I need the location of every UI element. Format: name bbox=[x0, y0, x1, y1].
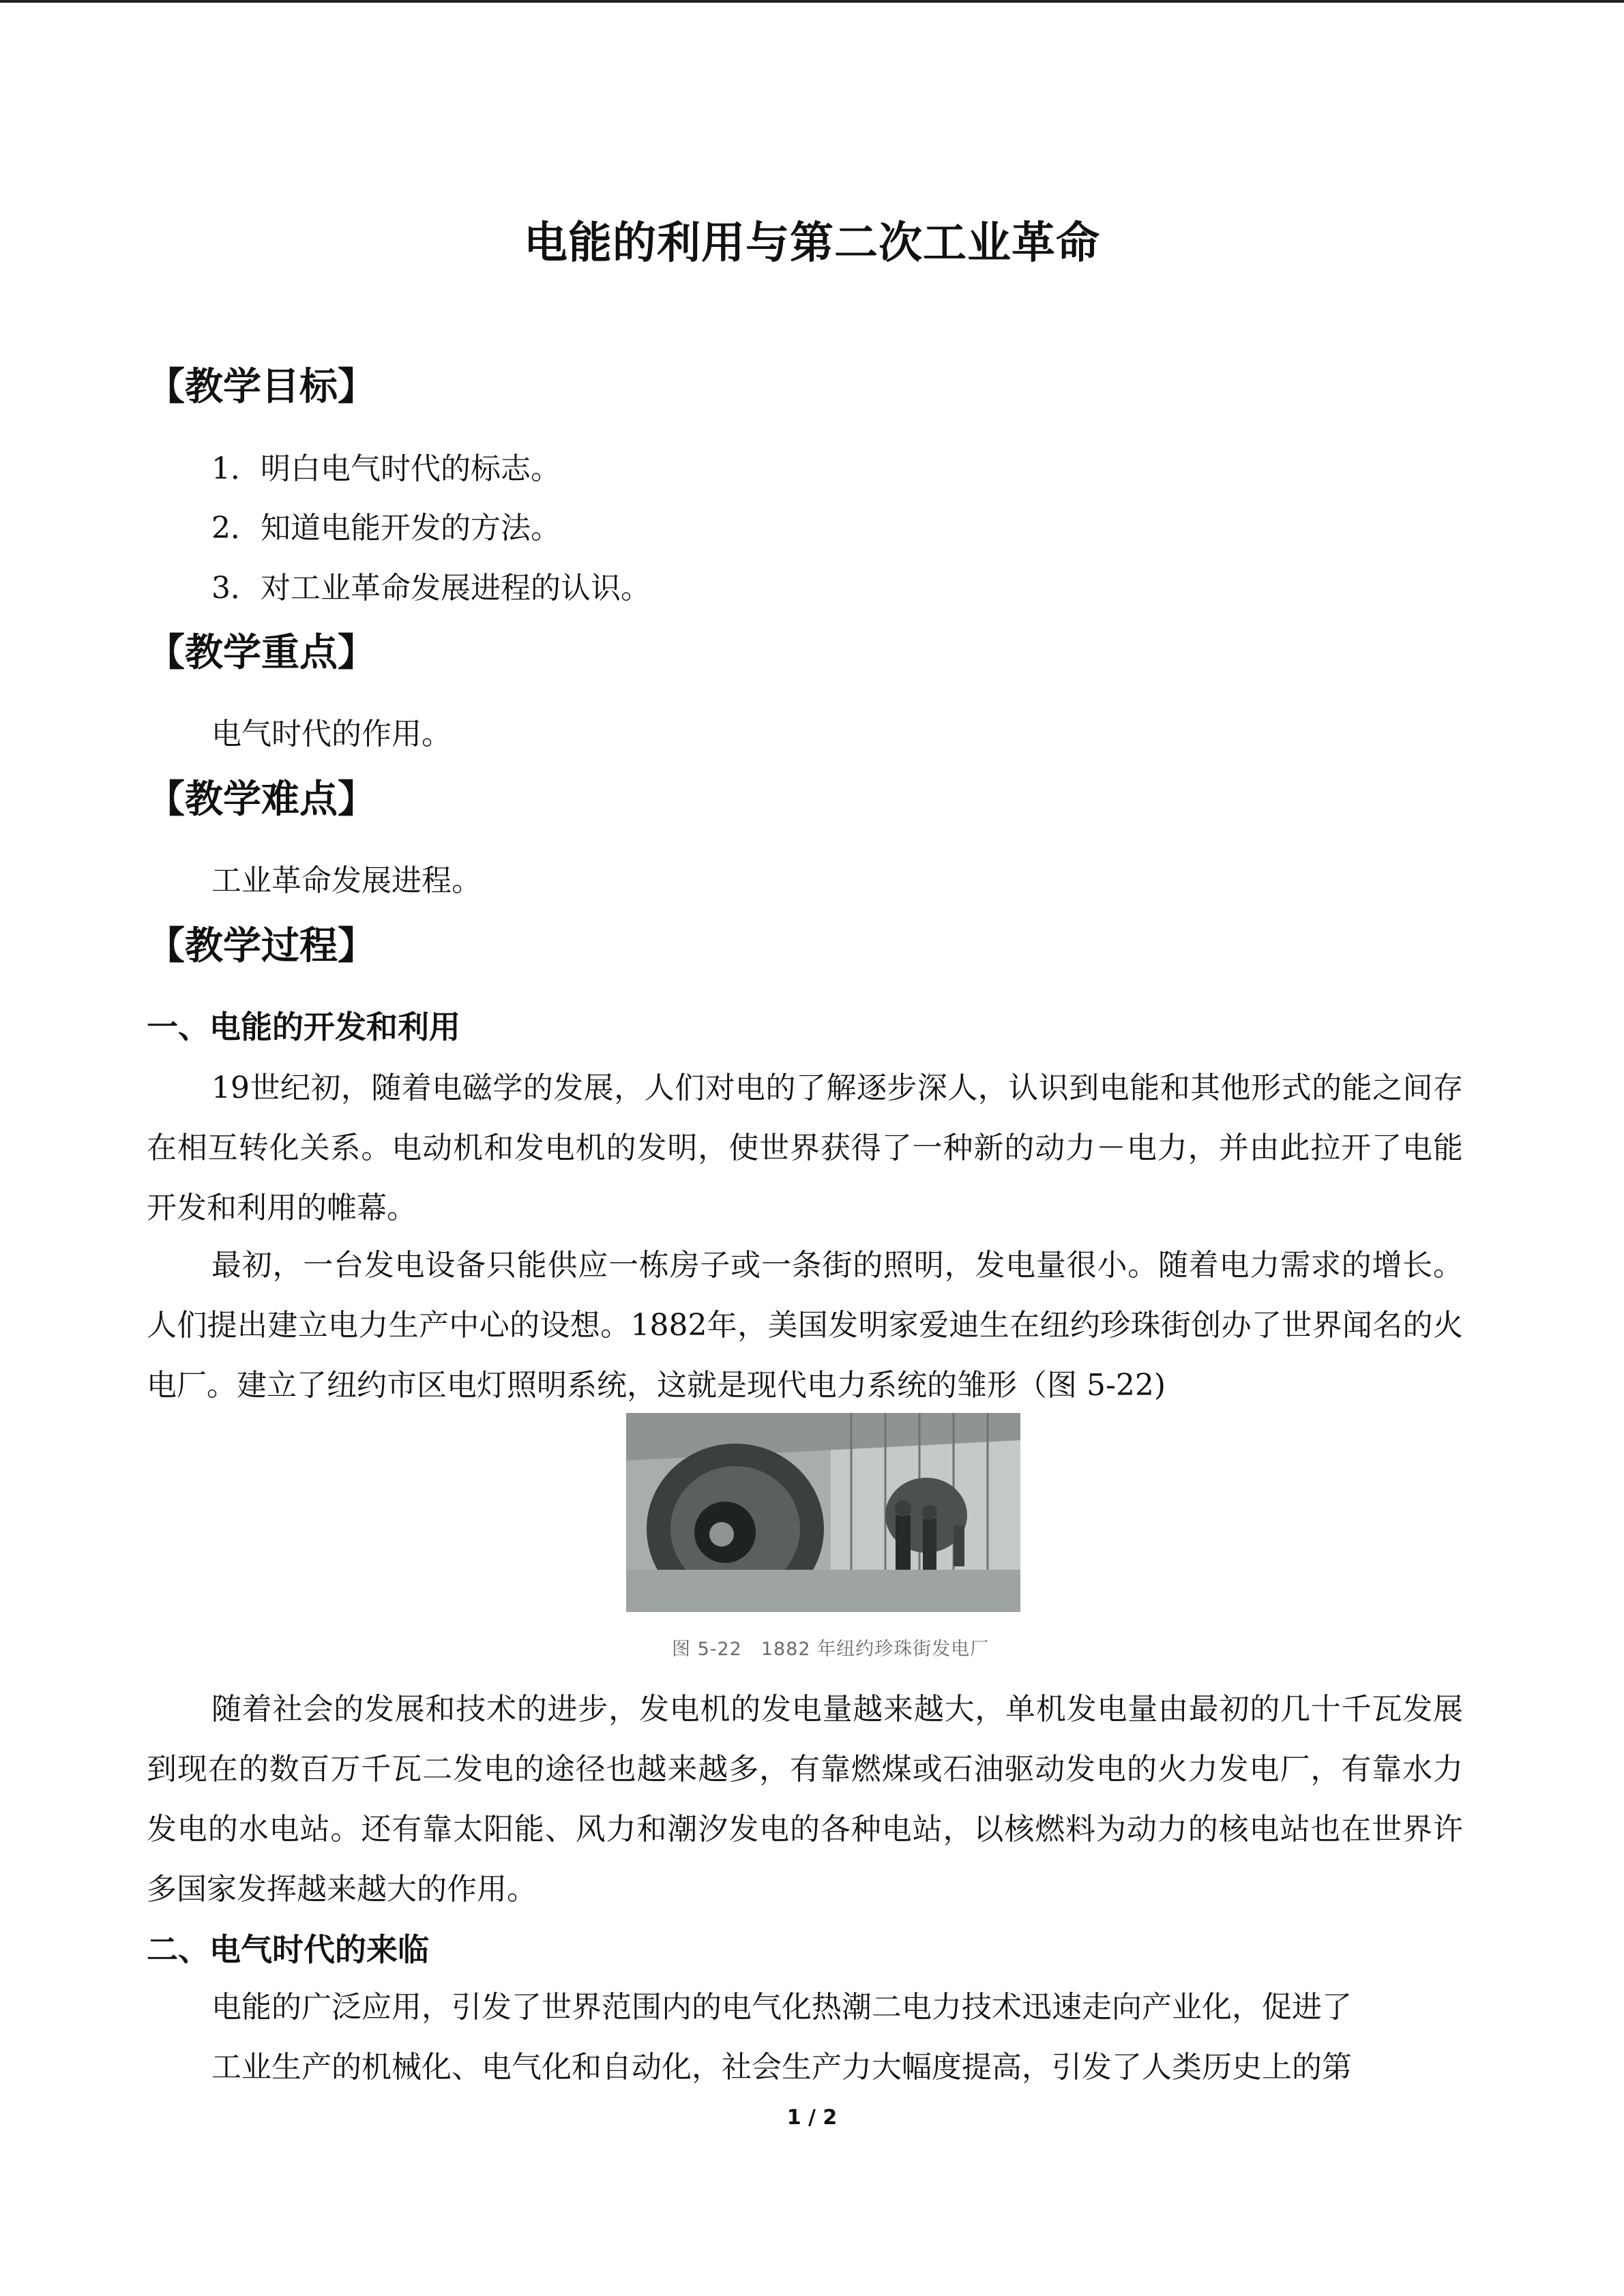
part2-paragraph-line-1: 电能的广泛应用，引发了世界范围内的电气化热潮二电力技术迅速走向产业化，促进了 bbox=[211, 1990, 1352, 2025]
part2-paragraph-line-2: 工业生产的机械化、电气化和自动化，社会生产力大幅度提高，引发了人类历史上的第 bbox=[211, 2050, 1352, 2085]
part1-title: 一、电能的开发和利用 bbox=[147, 1009, 460, 1045]
top-border bbox=[0, 0, 1624, 3]
objectives-heading: 【教学目标】 bbox=[147, 365, 376, 409]
difficulties-heading: 【教学难点】 bbox=[147, 777, 376, 822]
part1-paragraph-3: 随着社会的发展和技术的进步，发电机的发电量越来越大，单机发电量由最初的几十千瓦发展到现在的数百万千瓦二发电的途径也越来越多，有靠燃煤或石油驱动发电的火力发电厂，有靠水力发电的水电站。还有靠太阳能、风力和潮汐发电的各种电站，以核燃料为动力的核电站也在世界许多国家发挥越来越大的作用。 bbox=[147, 1692, 1463, 1907]
process-heading: 【教学过程】 bbox=[147, 924, 376, 968]
objective-item-2: 2．知道电能开发的方法。 bbox=[211, 511, 561, 546]
key-points-heading: 【教学重点】 bbox=[147, 631, 376, 675]
difficulties-text: 工业革命发展进程。 bbox=[211, 863, 482, 898]
part2-title: 二、电气时代的来临 bbox=[147, 1931, 429, 1968]
objective-item-3: 3．对工业革命发展进程的认识。 bbox=[211, 571, 651, 606]
objective-item-1: 1．明白电气时代的标志。 bbox=[211, 451, 561, 486]
part1-paragraph-2: 最初，一台发电设备只能供应一栋房子或一条街的照明，发电量很小。随着电力需求的增长。人们提出建立电力生产中心的设想。1882年，美国发明家爱迪生在纽约珍珠街创办了世界闻名的火电厂。建立了纽约市区电灯照明系统，这就是现代电力系统的雏形（图 5-22) bbox=[147, 1248, 1463, 1403]
page-number: 1 / 2 bbox=[786, 2106, 838, 2130]
key-points-text: 电气时代的作用。 bbox=[211, 717, 452, 751]
document-title: 电能的利用与第二次工业革命 bbox=[524, 218, 1100, 269]
part1-paragraph-1: 19世纪初，随着电磁学的发展，人们对电的了解逐步深人，认识到电能和其他形式的能之间存在相互转化关系。电动机和发电机的发明，使世界获得了一种新的动力－电力，并由此拉开了电能开发和利用的帷幕。 bbox=[147, 1071, 1463, 1225]
power-station-photo bbox=[626, 1413, 1020, 1612]
figure-caption: 图 5-22 1882 年纽约珍珠街发电厂 bbox=[672, 1639, 990, 1660]
